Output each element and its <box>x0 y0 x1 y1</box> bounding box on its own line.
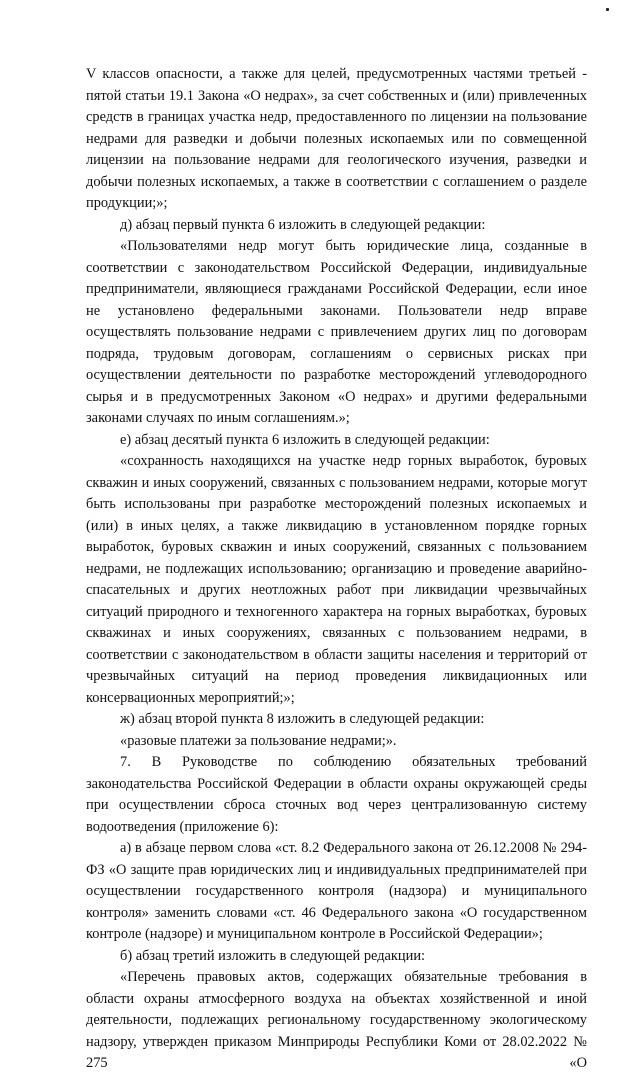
paragraph: «сохранность находящихся на участке недр горных выработок, буровых скважин и иных сооружений, связанных с пользованием недрами, которые могут быть использованы при разработке месторождений полезных ископаемых и (или) в иных целях, а также ликвидацию в установленном порядке горных выработок, буровых скважин и иных сооружений, связанных с пользованием недрами, не подлежащих использованию; организацию и проведение аварийно-спасательных и других неотложных работ при ликвидации чрезвычайных ситуаций природного и техногенного характера на горных выработках, буровых скважинах и иных сооружениях, связанных с пользованием недрами, в соответствии с законодательством в области защиты населения и территорий от чрезвычайных ситуаций на период проведения ликвидационных или консервационных мероприятий;»; <box>86 453 587 706</box>
paragraph: ж) абзац второй пункта 8 изложить в следующей редакции: <box>120 711 485 727</box>
paragraph: V классов опасности, а также для целей, предусмотренных частями третьей - пятой статьи 19.1 Закона «О недрах», за счет собственных и (или) привлеченных средств в границах участка недр, предоставленного по лицензии на пользование недрами для разведки и добычи полезных ископаемых или по совмещенной лицензии на пользование недрами для геологического изучения, разведки и добычи полезных ископаемых, а также в соответствии с соглашением о разделе продукции;»; <box>86 66 587 211</box>
paragraph: д) абзац первый пункта 6 изложить в следующей редакции: <box>120 216 486 233</box>
paragraph: 7. В Руководстве по соблюдению обязательных требований законодательства Российской Федерации в области охраны окружающей среды при осуществлении сброса сточных вод через централизованную систему водоотведения (приложение 6): <box>86 754 587 835</box>
paragraph: «Перечень правовых актов, содержащих обязательные требования в области охраны атмосферного воздуха на объектах хозяйственной и иной деятельности, подлежащих региональному государственному экологическому надзору, утвержден приказом Минприроды Республики Коми от 28.02.2022 № 275 «О <box>86 969 587 1071</box>
scan-mark <box>606 8 609 11</box>
paragraph: «разовые платежи за пользование недрами;». <box>120 732 397 749</box>
paragraph: б) абзац третий изложить в следующей редакции: <box>120 947 426 964</box>
paragraph: е) абзац десятый пункта 6 изложить в следующей редакции: <box>120 431 490 448</box>
paragraph: «Пользователями недр могут быть юридические лица, созданные в соответствии с законодательством Российской Федерации, индивидуальные предприниматели, являющиеся гражданами Российской Федерации, если иное не установлено федеральными законами. Пользователи недр вправе осуществлять пользование недрами с привлечением других лиц по договорам подряда, трудовым договорам, соглашениям о сервисных рисках при осуществлении деятельности по разработке месторождений углеводородного сырья и в предусмотренных Законом «О недрах» и другими федеральными законами случаях по иным соглашениям.»; <box>86 238 587 426</box>
document-body <box>86 64 587 1075</box>
paragraph: а) в абзаце первом слова «ст. 8.2 Федерального закона от 26.12.2008 № 294-ФЗ «О защите прав юридических лиц и индивидуальных предпринимателей при осуществлении государственного контроля (надзора) и муниципального контроля» заменить словами «ст. 46 Федерального закона «О государственном контроле (надзоре) и муниципальном контроле в Российской Федерации»; <box>86 840 587 942</box>
